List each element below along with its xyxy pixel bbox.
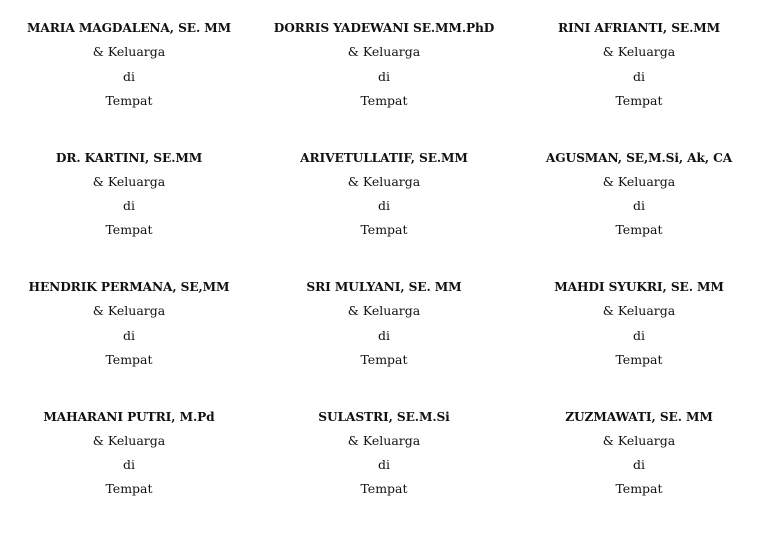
address-label [258,146,510,276]
recipient-name: SRI MULYANI, SE. MM [306,280,462,294]
address-label [510,146,768,276]
family-line: & Keluarga [92,173,166,189]
family-line: & Keluarga [347,173,421,189]
preposition-line: di [378,327,390,343]
address-label [0,275,258,405]
place-line: Tempat [615,481,663,497]
recipient-name: MAHDI SYUKRI, SE. MM [554,280,724,294]
family-line: & Keluarga [347,432,421,448]
recipient-name: AGUSMAN, SE,M.Si, Ak, CA [545,150,733,165]
preposition-line: di [123,457,135,473]
preposition-line: di [633,457,645,473]
address-label [258,16,510,146]
recipient-name: RINI AFRIANTI, SE.MM [557,21,721,35]
address-label [510,275,768,405]
place-line: Tempat [105,481,153,497]
preposition-line: di [378,198,390,214]
recipient-name: ARIVETULLATIF, SE.MM [300,150,468,165]
address-label [510,16,768,146]
place-line: Tempat [105,92,153,108]
place-line: Tempat [105,351,153,367]
place-line: Tempat [360,351,408,367]
recipient-name: MAHARANI PUTRI, M.Pd [43,409,215,424]
preposition-line: di [633,68,645,84]
preposition-line: di [123,327,135,343]
preposition-line: di [633,327,645,343]
place-line: Tempat [360,481,408,497]
address-label [0,146,258,276]
family-line: & Keluarga [602,173,676,189]
address-label [258,405,510,535]
place-line: Tempat [615,351,663,367]
address-label [0,405,258,535]
family-line: & Keluarga [602,432,676,448]
family-line: & Keluarga [602,44,676,60]
address-label [510,405,768,535]
family-line: & Keluarga [347,44,421,60]
preposition-line: di [378,457,390,473]
place-line: Tempat [360,92,408,108]
preposition-line: di [123,198,135,214]
recipient-name: SULASTRI, SE.M.Si [318,409,450,424]
family-line: & Keluarga [92,44,166,60]
place-line: Tempat [615,222,663,238]
place-line: Tempat [105,222,153,238]
preposition-line: di [378,68,390,84]
preposition-line: di [633,198,645,214]
family-line: & Keluarga [92,432,166,448]
recipient-name: DORRIS YADEWANI SE.MM.PhD [273,21,495,35]
address-label [0,16,258,146]
family-line: & Keluarga [92,303,166,319]
family-line: & Keluarga [347,303,421,319]
recipient-name: HENDRIK PERMANA, SE,MM [28,280,230,294]
family-line: & Keluarga [602,303,676,319]
preposition-line: di [123,68,135,84]
label-sheet [0,16,768,534]
place-line: Tempat [360,222,408,238]
recipient-name: DR. KARTINI, SE.MM [55,150,203,165]
place-line: Tempat [615,92,663,108]
recipient-name: MARIA MAGDALENA, SE. MM [26,21,232,35]
recipient-name: ZUZMAWATI, SE. MM [565,409,713,424]
address-label [258,275,510,405]
